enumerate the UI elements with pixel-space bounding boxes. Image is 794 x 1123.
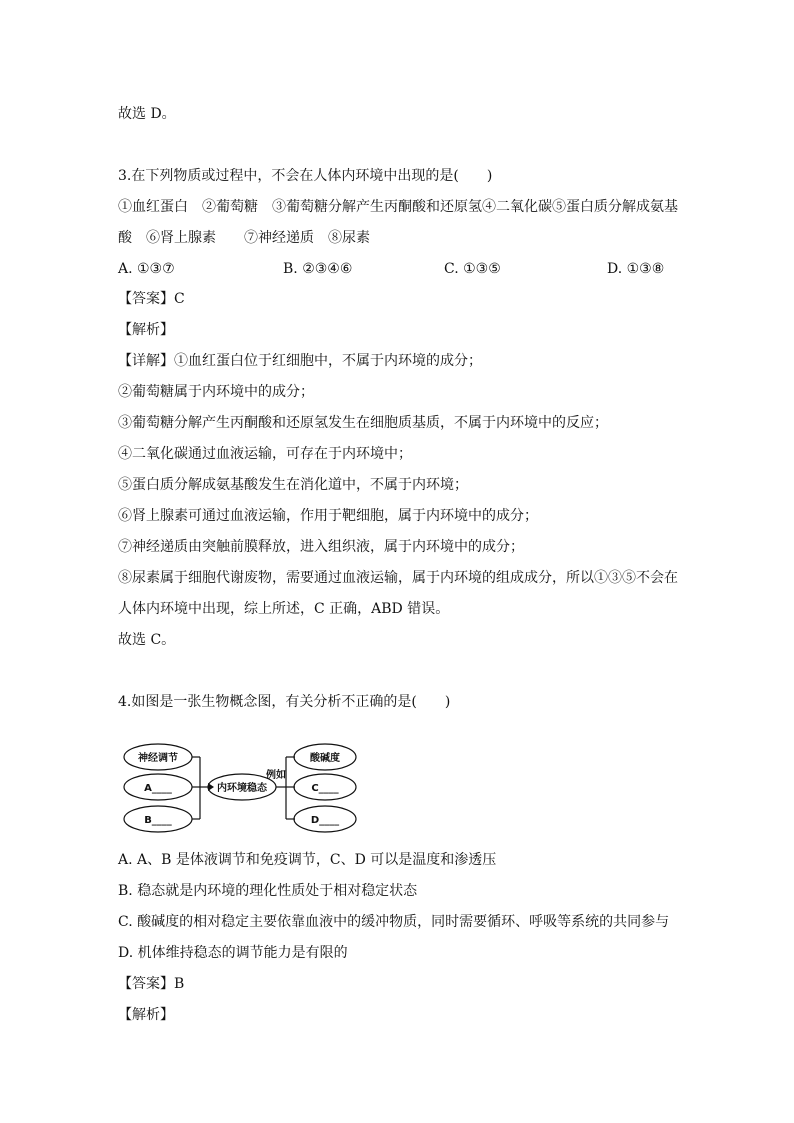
q2-conclusion: 故选 D。: [118, 106, 176, 122]
q4-option-b: B. 稳态就是内环境的理化性质处于相对稳定状态: [118, 883, 418, 899]
q3-detail-2: ②葡萄糖属于内环境中的成分；: [118, 384, 314, 400]
q3-stem: 3.在下列物质或过程中，不会在人体内环境中出现的是( ): [118, 168, 493, 184]
q3-detail-7: ⑦神经递质由突触前膜释放，进入组织液，属于内环境中的成分；: [118, 539, 524, 555]
connector-label: 例如: [266, 770, 286, 781]
arrow-head-icon: [208, 783, 214, 791]
q4-analysis-label: 【解析】: [118, 1007, 174, 1023]
center-node-label: 内环境稳态: [217, 783, 267, 794]
q3-detail-6: ⑥肾上腺素可通过血液运输，作用于靶细胞，属于内环境中的成分；: [118, 508, 538, 524]
q4-stem: 4.如图是一张生物概念图，有关分析不正确的是( ): [118, 694, 451, 710]
q3-items-line2: 酸 ⑥肾上腺素 ⑦神经递质 ⑧尿素: [118, 230, 370, 246]
q3-detail-3: ③葡萄糖分解产生丙酮酸和还原氢发生在细胞质基质，不属于内环境中的反应；: [118, 415, 608, 431]
concept-diagram: [118, 738, 368, 836]
left-node-a-label: A____: [144, 783, 172, 794]
q3-detail-1: 【详解】①血红蛋白位于红细胞中，不属于内环境的成分；: [118, 353, 482, 369]
q4-answer: 【答案】B: [118, 976, 185, 992]
q3-option-b: B. ②③④⑥: [283, 261, 353, 277]
q4-option-d: D. 机体维持稳态的调节能力是有限的: [118, 945, 348, 961]
q4-option-a: A. A、B 是体液调节和免疫调节，C、D 可以是温度和渗透压: [118, 852, 497, 868]
q3-detail-9: 人体内环境中出现，综上所述，C 正确，ABD 错误。: [118, 601, 450, 617]
right-node-ph-label: 酸碱度: [310, 753, 340, 764]
q3-conclusion: 故选 C。: [118, 632, 176, 648]
q3-option-d: D. ①③⑧: [607, 261, 665, 277]
q3-detail-8: ⑧尿素属于细胞代谢废物，需要通过血液运输，属于内环境的组成成分，所以①③⑤不会在: [118, 570, 678, 586]
right-node-d-label: D____: [310, 815, 340, 826]
q3-items-line1: ①血红蛋白 ②葡萄糖 ③葡萄糖分解产生丙酮酸和还原氢④二氧化碳⑤蛋白质分解成氨基: [118, 199, 678, 215]
right-node-c-label: C____: [311, 783, 339, 794]
q3-detail-4: ④二氧化碳通过血液运输，可存在于内环境中；: [118, 446, 412, 462]
q3-analysis-label: 【解析】: [118, 322, 174, 338]
q3-option-c: C. ①③⑤: [444, 261, 501, 277]
left-node-neural-label: 神经调节: [138, 753, 178, 764]
q3-answer: 【答案】C: [118, 291, 185, 307]
left-node-b-label: B____: [144, 815, 172, 826]
q4-option-c: C. 酸碱度的相对稳定主要依靠血液中的缓冲物质，同时需要循环、呼吸等系统的共同参与: [118, 914, 670, 930]
q3-detail-5: ⑤蛋白质分解成氨基酸发生在消化道中，不属于内环境；: [118, 477, 468, 493]
q3-option-a: A. ①③⑦: [118, 261, 175, 277]
